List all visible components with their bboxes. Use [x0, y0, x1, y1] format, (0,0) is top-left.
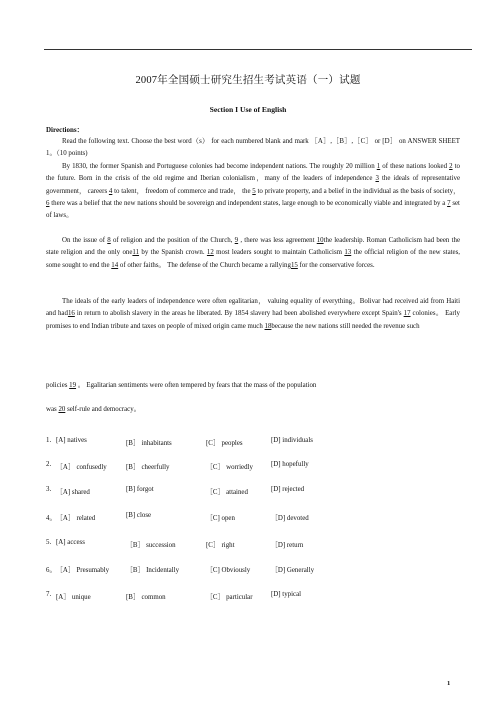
passage-text: because the new nations still needed the revenue such	[271, 322, 420, 330]
blank-number: 1	[376, 163, 381, 170]
option-a[interactable]: ［A］ related	[56, 515, 96, 522]
blank-number: 5	[252, 187, 256, 195]
passage-text: in return to abolish slavery in the areas he liberated. By 1854 slavery had been abolished everywhere except Spain's	[74, 310, 404, 318]
directions-label: Directions：	[46, 126, 84, 134]
option-b[interactable]: [B] close	[126, 512, 152, 519]
option-b[interactable]: [B] forgot	[126, 486, 154, 493]
option-c[interactable]: ［C］ attained	[206, 489, 248, 496]
option-c[interactable]: ［C] open	[206, 515, 235, 522]
blank-number: 10	[316, 237, 324, 244]
section-title: Section I Use of English	[209, 105, 287, 114]
blank-number: 7	[447, 199, 451, 207]
blank-number: 20	[58, 406, 66, 413]
blank-number: 18	[264, 322, 272, 330]
passage-text: most leaders sought to maintain Catholicism	[213, 249, 345, 257]
blank-number: 8	[107, 237, 111, 244]
option-c[interactable]: ［C］ worriedly	[206, 464, 253, 471]
page-number: 1	[447, 680, 451, 687]
passage-paragraph-3-continued	[46, 379, 316, 389]
option-c[interactable]: [C］ right	[206, 542, 235, 549]
directions-text: Read the following text. Choose the best word（s） for each numbered blank and mark ［A］,［B］,［C］ or [D］ on ANSWER SHEET 1。（10 points)	[46, 138, 460, 158]
option-b[interactable]: [B］ cheerfully	[126, 464, 170, 471]
question-number: 6。	[46, 567, 57, 574]
option-a[interactable]: ［A］ confusedly	[56, 464, 107, 471]
blank-number: 14	[111, 261, 119, 269]
blank-number: 13	[344, 249, 352, 257]
blank-number: 12	[206, 249, 214, 257]
passage-text: On the issue of	[62, 237, 108, 244]
passage-paragraph-4	[46, 403, 141, 413]
question-number: 2.	[46, 461, 52, 468]
passage-text: the leadership. Roman Catholicism had been the state religion and the only one	[46, 237, 460, 257]
question-number: 3.	[46, 486, 52, 493]
option-c[interactable]: ［C］ particular	[206, 594, 253, 601]
blank-number: 17	[403, 310, 411, 318]
passage-paragraph-3	[46, 296, 460, 333]
blank-number: 19	[69, 382, 77, 389]
passage-text: 。 Egalitarian sentiments were often tempered by fears that the mass of the population	[76, 382, 317, 389]
option-a[interactable]: [A］ unique	[56, 594, 91, 601]
option-b[interactable]: [B］ inhabitants	[126, 440, 172, 447]
option-d[interactable]: [D] individuals	[271, 437, 313, 444]
option-b[interactable]: [B］ common	[126, 594, 166, 601]
passage-text: self-rule and democracy。	[65, 406, 141, 413]
option-a[interactable]: [A] access	[56, 539, 85, 546]
passage-text: there was a belief that the new nations should be sovereign and independent states, large enough to be economically viable and integrated by a	[49, 199, 448, 207]
blank-number: 15	[290, 261, 298, 269]
passage-text: , there was less agreement	[238, 237, 317, 244]
passage-text: The ideals of the early leaders of independence were often egalitarian， valuing equality of everything。Bolivar had received aid from Haiti and had	[46, 298, 460, 318]
blank-number: 16	[67, 310, 75, 318]
option-b[interactable]: ［B］ Incidentally	[126, 567, 180, 574]
blank-number: 2	[449, 163, 453, 170]
passage-text: by the Spanish crown.	[139, 249, 207, 257]
option-a[interactable]: ［A] shared	[56, 489, 90, 496]
option-c[interactable]: [C］ peoples	[206, 440, 243, 447]
option-d[interactable]: ［D] devoted	[271, 515, 309, 522]
passage-text: was	[46, 406, 59, 413]
passage-text: for the conservative forces.	[297, 261, 375, 269]
option-a[interactable]: [A] natives	[56, 437, 87, 444]
option-b[interactable]: ［B］ succession	[126, 542, 176, 549]
question-number: 7.	[46, 591, 52, 598]
option-d[interactable]: [D] typical	[271, 591, 302, 598]
passage-text: the official religion of the new states, some sought to end the	[46, 249, 461, 269]
passage-text: of other faiths。 The defense of the Church became a rallying	[118, 261, 291, 269]
passage-text: of religion and the position of the Church,	[110, 237, 235, 244]
blank-number: 4	[108, 187, 113, 195]
exam-title: 2007年全国硕士研究生招生考试英语（一）试题	[135, 75, 361, 86]
passage-paragraph-2	[46, 235, 460, 272]
question-number: 1.	[46, 437, 52, 444]
passage-text: of these nations looked	[380, 163, 450, 170]
option-d[interactable]: [D] rejected	[271, 486, 305, 493]
option-d[interactable]: ［D] return	[271, 542, 304, 549]
option-a[interactable]: ［A］ Presumably	[56, 567, 110, 574]
option-d[interactable]: [D] hopefully	[271, 461, 309, 468]
passage-text: policies	[46, 382, 70, 389]
passage-text: the ideals of representative government， careers	[46, 175, 460, 195]
passage-text: colonies。 Early promises to end Indian tribute and taxes on people of mixed origin came much	[46, 310, 460, 330]
option-c[interactable]: ［C] Obviously	[206, 567, 251, 574]
passage-text: to talent， freedom of commerce and trade， the	[112, 187, 253, 195]
blank-number: 3	[375, 175, 379, 183]
question-number: 5.	[46, 539, 52, 546]
blank-number: 11	[132, 249, 140, 257]
passage-text: By 1830, the former Spanish and Portuguese colonies had become independent nations. The roughly 20	[62, 163, 355, 170]
passage-text: to private property, and a belief in the individual as the basis of society，	[255, 187, 460, 195]
header-rule	[44, 49, 472, 50]
passage-text: million	[354, 163, 377, 170]
passage-text: set of laws。	[46, 199, 460, 220]
blank-number: 6	[46, 199, 50, 207]
option-d[interactable]: ［D] Generally	[271, 567, 315, 574]
question-number: 4。	[46, 515, 57, 522]
passage-text: to the future. Born in the crisis of the old regime and Iberian colonialism，many of the leaders of independence	[46, 163, 460, 183]
blank-number: 9	[234, 237, 239, 244]
passage-paragraph-1	[46, 161, 460, 222]
